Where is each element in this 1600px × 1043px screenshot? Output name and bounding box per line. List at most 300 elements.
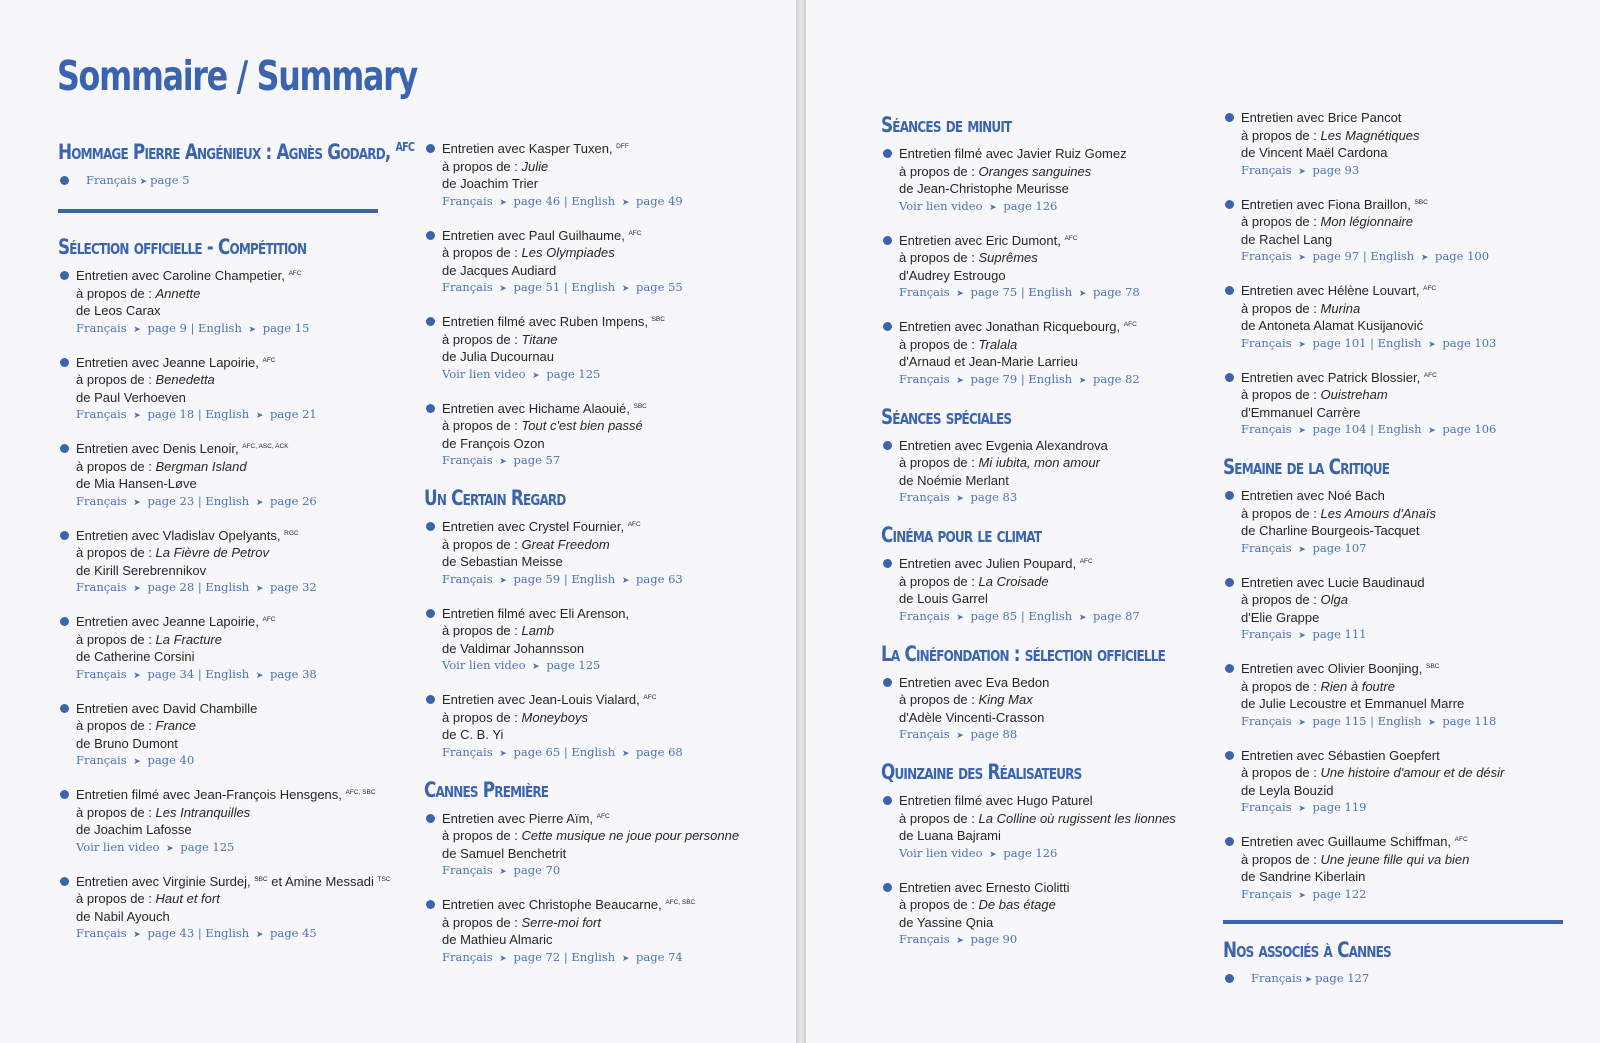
entry-film bbox=[76, 804, 378, 822]
list-item bbox=[424, 140, 764, 212]
arrow-right-icon: ➤ bbox=[1298, 544, 1306, 555]
arrow-right-icon: ➤ bbox=[133, 324, 141, 335]
about-label: à propos de : bbox=[1241, 592, 1317, 607]
interview-text: Entretien avec Jeanne Lapoirie, bbox=[76, 354, 259, 370]
arrow-right-icon: ➤ bbox=[499, 867, 507, 877]
entry-interview bbox=[899, 232, 1201, 250]
list-right-1 bbox=[881, 113, 1201, 950]
list-item bbox=[881, 437, 1201, 509]
arrow-right-icon: ➤ bbox=[255, 930, 264, 940]
arrow-right-icon: ➤ bbox=[1298, 426, 1306, 436]
page-left bbox=[0, 0, 796, 1043]
bullet-dot-icon bbox=[60, 704, 69, 713]
film-title: Julie bbox=[521, 158, 549, 174]
arrow-right-icon: ➤ bbox=[956, 289, 964, 299]
entry-film bbox=[1241, 591, 1563, 609]
bullet-dot-icon bbox=[1225, 373, 1234, 382]
affiliation-badge: AFC bbox=[627, 521, 641, 528]
film-title: Olga bbox=[1320, 592, 1348, 607]
affiliation-badge: AFC bbox=[1423, 371, 1437, 379]
interview-text: Entretien avec Kasper Tuxen, bbox=[442, 141, 613, 156]
list-item bbox=[881, 555, 1201, 627]
arrow-right-icon: ➤ bbox=[1298, 253, 1306, 263]
page-links[interactable]: Français ➤ page 18 | English ➤ page 21 bbox=[76, 407, 317, 421]
interview-text: Entretien avec Eva Bedon bbox=[899, 674, 1050, 690]
arrow-right-icon: ➤ bbox=[956, 731, 964, 741]
entry-director: de Joachim Trier bbox=[442, 176, 539, 191]
entry-director: d'Emmanuel Carrère bbox=[1241, 404, 1361, 420]
bullet-dot-icon bbox=[883, 559, 892, 568]
entry-film bbox=[1241, 386, 1563, 404]
arrow-right-icon: ➤ bbox=[499, 953, 507, 964]
list-item bbox=[424, 227, 764, 299]
about-label: à propos de : bbox=[1241, 300, 1317, 316]
bullet-dot-icon bbox=[426, 231, 435, 240]
page-links[interactable]: Français ➤ page 75 | English ➤ page 78 bbox=[899, 285, 1140, 299]
list-item bbox=[58, 440, 378, 512]
bullet-dot-icon bbox=[426, 144, 435, 153]
list-item bbox=[881, 232, 1201, 304]
bullet-dot-icon bbox=[60, 271, 69, 280]
interview-text: Entretien avec Julien Poupard, bbox=[899, 556, 1077, 571]
entry-film bbox=[1241, 300, 1563, 318]
interview-text: Entretien avec Caroline Champetier, bbox=[76, 268, 285, 283]
about-label: à propos de : bbox=[899, 573, 975, 589]
entry-film bbox=[899, 810, 1201, 828]
bullet-dot-icon bbox=[883, 441, 892, 450]
arrow-right-icon: ➤ bbox=[499, 197, 507, 208]
entry-interview bbox=[76, 873, 391, 891]
bullet-dot-icon bbox=[426, 404, 435, 413]
film-title: King Max bbox=[978, 692, 1033, 707]
interview-text: Entretien filmé avec Jean-François Hensgens, bbox=[76, 787, 342, 802]
entry-interview bbox=[76, 613, 378, 631]
page-links[interactable]: Français ➤ page 59 | English ➤ page 63 bbox=[442, 571, 683, 586]
arrow-right-icon: ➤ bbox=[1428, 717, 1436, 728]
entry-director: d'Audrey Estrougo bbox=[899, 267, 1006, 283]
page-links[interactable]: Français ➤ page 104 | English ➤ page 106 bbox=[1241, 422, 1497, 436]
page-links[interactable]: Français ➤ page 72 | English ➤ page 74 bbox=[442, 949, 683, 964]
entry-film bbox=[899, 896, 1201, 914]
list-item bbox=[424, 518, 764, 590]
page-links[interactable]: Français ➤ page 40 bbox=[76, 753, 195, 767]
page-links[interactable]: Voir lien video ➤ page 126 bbox=[899, 198, 1058, 213]
arrow-right-icon: ➤ bbox=[956, 494, 964, 504]
page-links[interactable]: Français ➤ page 111 bbox=[1241, 627, 1367, 641]
hommage-link[interactable]: Français ➤ page 5 bbox=[58, 172, 378, 191]
entry-interview bbox=[76, 354, 378, 372]
list-item bbox=[1223, 196, 1563, 268]
bullet-dot-icon bbox=[426, 522, 435, 531]
page-links[interactable]: Français ➤ page 88 bbox=[899, 727, 1018, 741]
arrow-right-icon: ➤ bbox=[1298, 166, 1306, 177]
film-title: La Colline où rugissent les lionnes bbox=[978, 810, 1176, 826]
page-links[interactable]: Français ➤ page 83 bbox=[899, 490, 1018, 504]
section-title-associes: Nos associés à Cannes bbox=[1223, 937, 1391, 962]
entry-director: de Rachel Lang bbox=[1241, 231, 1333, 247]
arrow-right-icon: ➤ bbox=[621, 197, 630, 208]
about-label: à propos de : bbox=[899, 250, 975, 265]
entry-film bbox=[899, 249, 1201, 267]
entry-interview bbox=[442, 400, 764, 418]
arrow-right-icon: ➤ bbox=[166, 843, 174, 854]
entry-film bbox=[76, 371, 378, 389]
page-links[interactable]: Français ➤ page 9 | English ➤ page 15 bbox=[76, 320, 310, 335]
arrow-right-icon: ➤ bbox=[989, 849, 997, 860]
page-links[interactable]: Français ➤ page 28 | English ➤ page 32 bbox=[76, 580, 317, 594]
arrow-right-icon: ➤ bbox=[1428, 426, 1436, 436]
film-title: Moneyboys bbox=[521, 709, 588, 725]
book-gutter bbox=[796, 0, 806, 1043]
list-item bbox=[1223, 747, 1563, 819]
page-links[interactable]: Français ➤ page 107 bbox=[1241, 540, 1367, 555]
page-links[interactable]: Français ➤ page 79 | English ➤ page 82 bbox=[899, 371, 1140, 386]
list-item bbox=[424, 605, 764, 677]
page-right bbox=[806, 0, 1600, 1043]
arrow-right-icon: ➤ bbox=[621, 575, 630, 586]
about-label: à propos de : bbox=[442, 828, 518, 843]
arrow-right-icon: ➤ bbox=[989, 202, 997, 213]
bullet-dot-icon bbox=[60, 444, 69, 453]
entry-film bbox=[442, 417, 764, 435]
film-title: Oranges sanguines bbox=[978, 163, 1092, 179]
arrow-right-icon: ➤ bbox=[133, 497, 141, 508]
page-links[interactable]: Français ➤ page 23 | English ➤ page 26 bbox=[76, 493, 317, 508]
bullet-dot-icon bbox=[1225, 491, 1234, 500]
film-title: Mon légionnaire bbox=[1320, 214, 1414, 229]
bullet-dot-icon bbox=[883, 322, 892, 331]
affiliation-badge: AFC bbox=[596, 812, 610, 820]
about-label: à propos de : bbox=[442, 914, 518, 930]
affiliation-badge: AFC, SBC bbox=[345, 789, 376, 796]
arrow-right-icon: ➤ bbox=[1428, 339, 1436, 350]
arrow-right-icon: ➤ bbox=[956, 375, 964, 386]
entry-film bbox=[76, 458, 378, 476]
section-title: La Cinéfondation : sélection officielle bbox=[881, 641, 1165, 666]
affiliation-badge: SBC bbox=[1414, 198, 1428, 206]
affiliation-badge: RGC bbox=[284, 529, 299, 537]
page-links[interactable]: Voir lien video ➤ page 125 bbox=[442, 366, 601, 381]
film-title: Une histoire d'amour et de désir bbox=[1320, 765, 1505, 780]
page-links[interactable]: Voir lien video ➤ page 125 bbox=[442, 658, 601, 672]
affiliation-badge: SBC bbox=[633, 402, 647, 410]
entry-film bbox=[76, 890, 378, 908]
about-label: à propos de : bbox=[1241, 127, 1317, 143]
entry-director: de Nabil Ayouch bbox=[76, 908, 170, 924]
entry-director: de Antoneta Alamat Kusijanović bbox=[1241, 318, 1424, 333]
page-links[interactable]: Français ➤ page 57 bbox=[442, 453, 561, 467]
bullet-dot-icon bbox=[1225, 200, 1234, 209]
bullet-dot-icon bbox=[60, 176, 69, 185]
affiliation-badge: AFC bbox=[1064, 234, 1078, 242]
film-title: De bas étage bbox=[978, 897, 1056, 912]
entry-film bbox=[76, 631, 378, 649]
film-title: La Fièvre de Petrov bbox=[155, 545, 269, 560]
entry-film bbox=[442, 158, 764, 176]
affiliation-badge: SBC bbox=[1426, 663, 1440, 670]
about-label: à propos de : bbox=[76, 458, 152, 474]
affiliation-badge: SBC bbox=[651, 316, 665, 323]
entry-film bbox=[442, 827, 764, 845]
about-label: à propos de : bbox=[76, 891, 152, 906]
entry-director: de Samuel Benchetrit bbox=[442, 845, 567, 861]
entry-film bbox=[76, 285, 378, 303]
bullet-dot-icon bbox=[883, 678, 892, 687]
entry-interview bbox=[76, 440, 378, 458]
bullet-dot-icon bbox=[1225, 578, 1234, 587]
interview-text: Entretien avec Evgenia Alexandrova bbox=[899, 437, 1108, 453]
list-left-1 bbox=[58, 235, 391, 944]
entry-film bbox=[442, 709, 764, 727]
section-title: Cinéma pour le climat bbox=[881, 523, 1042, 547]
interview-text: Entretien avec Eric Dumont, bbox=[899, 232, 1061, 248]
list-item bbox=[58, 354, 378, 426]
page-links[interactable]: Français ➤ page 119 bbox=[1241, 800, 1367, 814]
bullet-dot-icon bbox=[883, 796, 892, 805]
entry-interview bbox=[442, 227, 764, 245]
entry-director: de Jacques Audiard bbox=[442, 262, 557, 278]
page-links[interactable]: Français ➤ page 115 | English ➤ page 118 bbox=[1241, 713, 1497, 728]
bullet-dot-icon bbox=[1225, 837, 1234, 846]
entry-director: de Valdimar Johannsson bbox=[442, 640, 585, 656]
page-links[interactable]: Français ➤ page 97 | English ➤ page 100 bbox=[1241, 249, 1490, 263]
arrow-right-icon: ➤ bbox=[499, 575, 507, 586]
entry-film bbox=[1241, 678, 1563, 696]
list-item bbox=[424, 400, 764, 472]
film-title: Serre-moi fort bbox=[521, 914, 601, 930]
entry-interview bbox=[442, 313, 764, 331]
interview-text: Entretien avec Jonathan Ricquebourg, bbox=[899, 319, 1121, 334]
bullet-dot-icon bbox=[426, 609, 435, 618]
arrow-right-icon: ➤ bbox=[1078, 612, 1087, 623]
arrow-right-icon: ➤ bbox=[621, 953, 630, 964]
arrow-right-icon: ➤ bbox=[1304, 974, 1313, 985]
arrow-right-icon: ➤ bbox=[255, 497, 264, 508]
bullet-dot-icon bbox=[883, 236, 892, 245]
entry-director: de Luana Bajrami bbox=[899, 828, 1001, 843]
list-item bbox=[881, 318, 1201, 390]
entry-interview bbox=[442, 518, 764, 536]
entry-director: de Noémie Merlant bbox=[899, 472, 1009, 488]
about-label: à propos de : bbox=[1241, 387, 1317, 402]
entry-film bbox=[442, 331, 764, 349]
entry-interview bbox=[1241, 109, 1563, 127]
list-item bbox=[424, 896, 764, 968]
list-item bbox=[1223, 109, 1563, 181]
interview-text: Entretien avec Crystel Fournier, bbox=[442, 519, 625, 534]
about-label: à propos de : bbox=[899, 692, 975, 707]
interview-text: Entretien avec Patrick Blossier, bbox=[1241, 369, 1421, 385]
about-label: à propos de : bbox=[442, 418, 518, 433]
page-links[interactable]: Français ➤ page 46 | English ➤ page 49 bbox=[442, 193, 683, 208]
entry-interview bbox=[76, 700, 378, 718]
column-right-2 bbox=[1223, 109, 1563, 989]
page-links[interactable]: Voir lien video ➤ page 126 bbox=[899, 845, 1058, 860]
entry-film bbox=[442, 536, 764, 554]
arrow-right-icon: ➤ bbox=[1298, 339, 1306, 350]
entry-film bbox=[442, 244, 764, 262]
bullet-dot-icon bbox=[60, 877, 69, 886]
entry-film bbox=[899, 454, 1201, 472]
entry-film bbox=[76, 717, 378, 735]
entry-director: d'Adèle Vincenti-Crasson bbox=[899, 709, 1045, 725]
page-links[interactable]: Français ➤ page 70 bbox=[442, 863, 561, 877]
bullet-dot-icon bbox=[426, 317, 435, 326]
entry-interview bbox=[1241, 369, 1563, 387]
film-title: Benedetta bbox=[155, 372, 215, 387]
interview-text: Entretien avec Jean-Louis Vialard, bbox=[442, 692, 640, 707]
column-left-1 bbox=[58, 140, 415, 959]
entry-film bbox=[899, 336, 1201, 354]
arrow-right-icon: ➤ bbox=[133, 930, 141, 940]
arrow-right-icon: ➤ bbox=[255, 584, 264, 594]
arrow-right-icon: ➤ bbox=[1298, 804, 1306, 814]
interview-text: Entretien filmé avec Hugo Paturel bbox=[899, 793, 1093, 808]
entry-interview bbox=[899, 318, 1201, 336]
film-title: Tralala bbox=[978, 336, 1018, 352]
affiliation-badge: AFC bbox=[1423, 285, 1437, 292]
section-title: Semaine de la Critique bbox=[1223, 455, 1390, 479]
arrow-right-icon: ➤ bbox=[499, 284, 507, 294]
about-label: à propos de : bbox=[442, 536, 518, 552]
section-title: Sélection officielle - Compétition bbox=[58, 235, 307, 259]
list-item bbox=[1223, 487, 1563, 559]
entry-interview bbox=[1241, 196, 1563, 214]
about-label: à propos de : bbox=[76, 804, 152, 820]
entry-interview bbox=[899, 555, 1201, 573]
page-links[interactable]: Voir lien video ➤ page 125 bbox=[76, 839, 235, 854]
page-title: Sommaire / Summary bbox=[57, 52, 417, 100]
entry-director: de Sandrine Kiberlain bbox=[1241, 869, 1366, 884]
entry-interview bbox=[899, 674, 1201, 692]
film-title: Bergman Island bbox=[155, 458, 247, 474]
entry-interview bbox=[1241, 487, 1563, 505]
interview-text: Entretien avec Vladislav Opelyants, bbox=[76, 527, 281, 543]
film-title: Cette musique ne joue pour personne bbox=[521, 828, 740, 843]
interview-text: Entretien filmé avec Javier Ruiz Gomez bbox=[899, 146, 1127, 161]
entry-director: d'Elie Grappe bbox=[1241, 609, 1320, 625]
arrow-right-icon: ➤ bbox=[1078, 289, 1087, 299]
interview-text: Entretien avec Pierre Aïm, bbox=[442, 810, 594, 826]
arrow-right-icon: ➤ bbox=[1298, 717, 1306, 728]
bullet-dot-icon bbox=[426, 695, 435, 704]
about-label: à propos de : bbox=[76, 285, 152, 301]
bullet-dot-icon bbox=[1225, 113, 1234, 122]
entry-interview bbox=[899, 437, 1201, 455]
interview-text: Entretien avec Lucie Baudinaud bbox=[1241, 574, 1425, 590]
about-label: à propos de : bbox=[899, 897, 975, 912]
film-title: Les Magnétiques bbox=[1320, 127, 1420, 143]
interview-text: Entretien avec Olivier Boonjing, bbox=[1241, 661, 1423, 676]
arrow-right-icon: ➤ bbox=[532, 662, 540, 672]
interview-text: Entretien avec Noé Bach bbox=[1241, 488, 1385, 503]
film-title: Great Freedom bbox=[521, 536, 610, 552]
page-links[interactable]: Français ➤ page 93 bbox=[1241, 162, 1360, 177]
affiliation-badge: DFF bbox=[616, 143, 629, 150]
list-item bbox=[881, 145, 1201, 217]
column-right-1 bbox=[881, 113, 1201, 965]
about-label: à propos de : bbox=[899, 336, 975, 352]
about-label: à propos de : bbox=[442, 158, 518, 174]
about-label: à propos de : bbox=[1241, 214, 1317, 229]
arrow-right-icon: ➤ bbox=[133, 670, 141, 681]
entry-director: de C. B. Yi bbox=[442, 727, 504, 742]
affiliation-badge: AFC bbox=[643, 694, 657, 701]
page-links[interactable]: Français ➤ page 65 | English ➤ page 68 bbox=[442, 744, 683, 759]
interview-text: Entretien avec Hélène Louvart, bbox=[1241, 283, 1420, 298]
about-label: à propos de : bbox=[899, 810, 975, 826]
about-label: à propos de : bbox=[1241, 765, 1317, 780]
list-item bbox=[58, 613, 378, 685]
section-divider bbox=[58, 209, 378, 213]
bullet-dot-icon bbox=[883, 883, 892, 892]
film-title: Haut et fort bbox=[155, 891, 220, 906]
entry-film bbox=[1241, 127, 1563, 145]
about-label: à propos de : bbox=[442, 623, 518, 638]
interview-text: Entretien avec Paul Guilhaume, bbox=[442, 227, 625, 243]
interview-text: Entretien avec Jeanne Lapoirie, bbox=[76, 614, 259, 629]
page-links[interactable]: Français ➤ page 101 | English ➤ page 103 bbox=[1241, 335, 1497, 350]
interview-text: Entretien filmé avec Ruben Impens, bbox=[442, 314, 648, 329]
arrow-right-icon: ➤ bbox=[956, 936, 964, 946]
associes-link[interactable]: Français ➤ page 127 bbox=[1223, 970, 1563, 989]
page-links[interactable]: Français ➤ page 34 | English ➤ page 38 bbox=[76, 666, 317, 681]
about-label: à propos de : bbox=[899, 455, 975, 470]
list-item bbox=[1223, 282, 1563, 354]
entry-film bbox=[899, 163, 1201, 181]
entry-interview bbox=[1241, 747, 1563, 765]
arrow-right-icon: ➤ bbox=[1298, 631, 1306, 641]
section-title: Cannes Première bbox=[424, 777, 549, 802]
entry-director: de Jean-Christophe Meurisse bbox=[899, 181, 1069, 196]
film-title: Lamb bbox=[521, 623, 555, 638]
interview-text: Entretien avec Christophe Beaucarne, bbox=[442, 897, 662, 912]
list-right-2 bbox=[1223, 109, 1563, 905]
interview-text: Entretien avec David Chambille bbox=[76, 700, 258, 716]
section-title: Séances spéciales bbox=[881, 404, 1012, 429]
page-links[interactable]: Français ➤ page 43 | English ➤ page 45 bbox=[76, 926, 317, 940]
about-label: à propos de : bbox=[442, 709, 518, 725]
entry-interview bbox=[76, 527, 378, 545]
bullet-dot-icon bbox=[426, 814, 435, 823]
list-item bbox=[881, 792, 1201, 864]
entry-interview bbox=[899, 792, 1201, 810]
film-title: Une jeune fille qui va bien bbox=[1320, 851, 1470, 867]
page-links[interactable]: Français ➤ page 90 bbox=[899, 932, 1018, 946]
entry-interview bbox=[76, 267, 378, 285]
arrow-right-icon: ➤ bbox=[499, 748, 507, 759]
page-links[interactable]: Français ➤ page 85 | English ➤ page 87 bbox=[899, 608, 1140, 623]
list-item bbox=[881, 674, 1201, 746]
page-links[interactable]: Français ➤ page 122 bbox=[1241, 886, 1367, 901]
list-item bbox=[58, 700, 378, 772]
arrow-right-icon: ➤ bbox=[1420, 253, 1429, 263]
interview-text: Entretien avec Hichame Alaouié, bbox=[442, 400, 630, 416]
section-title: Un Certain Regard bbox=[424, 486, 566, 510]
film-title: Tout c'est bien passé bbox=[521, 418, 643, 433]
entry-interview bbox=[1241, 574, 1563, 592]
bullet-dot-icon bbox=[60, 790, 69, 799]
arrow-right-icon: ➤ bbox=[255, 411, 264, 421]
about-label: à propos de : bbox=[76, 631, 152, 647]
entry-director: de Julie Lecoustre et Emmanuel Marre bbox=[1241, 696, 1465, 711]
interview-text: Entretien avec Virginie Surdej, bbox=[76, 873, 251, 889]
entry-interview bbox=[442, 691, 764, 709]
entry-interview bbox=[899, 879, 1201, 897]
bullet-dot-icon bbox=[883, 149, 892, 158]
page-links[interactable]: Français ➤ page 51 | English ➤ page 55 bbox=[442, 280, 683, 294]
interview-text: Entretien avec Denis Lenoir, bbox=[76, 441, 239, 456]
